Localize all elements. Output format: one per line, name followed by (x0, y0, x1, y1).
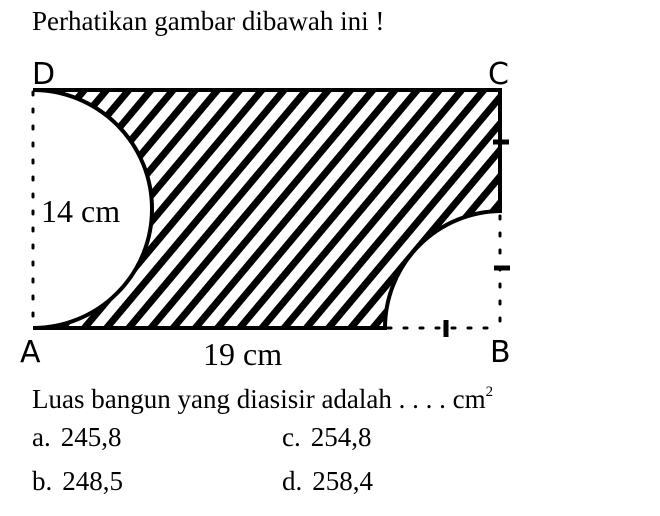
vertex-b-label: B (490, 335, 511, 370)
option-letter: c. (282, 422, 301, 452)
option-value: 254,8 (310, 422, 372, 452)
height-label: 14 cm (41, 193, 121, 229)
question-text (32, 384, 493, 415)
option-value: 258,4 (312, 466, 373, 496)
option-value: 248,5 (62, 466, 123, 496)
option-letter: a. (32, 422, 51, 452)
vertex-d-label: D (32, 57, 56, 92)
vertex-c-label: C (488, 57, 509, 92)
instruction-text: Perhatikan gambar dibawah ini ! (32, 6, 385, 36)
unit-exponent: 2 (485, 384, 494, 400)
vertex-a-label: A (20, 335, 41, 370)
option-d (282, 466, 373, 497)
width-label: 19 cm (203, 336, 283, 372)
option-c (282, 422, 371, 453)
option-letter: b. (32, 466, 53, 496)
option-a (32, 422, 121, 453)
option-b (32, 466, 123, 497)
option-value: 245,8 (60, 422, 122, 452)
option-letter: d. (282, 466, 303, 496)
question-body: Luas bangun yang diasisir adalah . . . . cm (32, 384, 486, 414)
